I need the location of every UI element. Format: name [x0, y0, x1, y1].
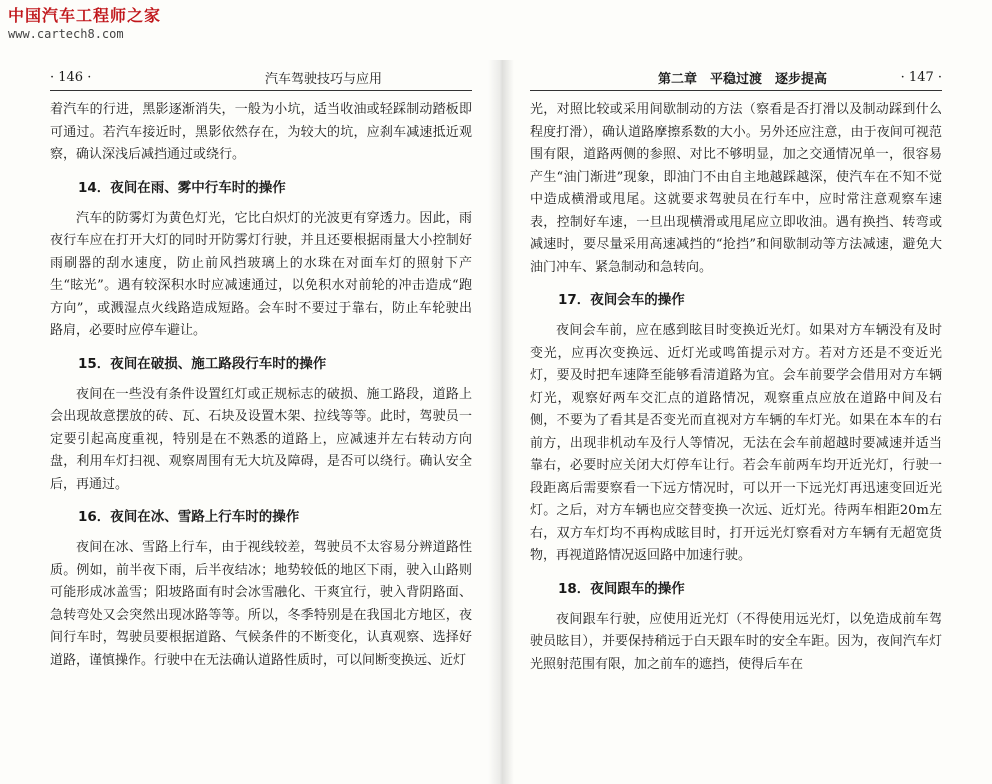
section-heading-17: 17．夜间会车的操作 [558, 292, 685, 308]
section-heading-16: 16．夜间在冰、雪路上行车时的操作 [78, 509, 300, 525]
right-page [530, 64, 942, 676]
left-page [50, 64, 472, 672]
section-body-18: 夜间跟车行驶，应使用近光灯（不得使用远光灯，以免造成前车驾驶员眩目），并要保持稍远于白天跟车时的安全车距。因为，夜间汽车灯光照射范围有限，加之前车的遮挡，使得后车在 [530, 611, 942, 672]
left-page-header [50, 64, 472, 91]
section-heading-18: 18．夜间跟车的操作 [558, 580, 685, 597]
section-heading-14: 14．夜间在雨、雾中行车时的操作 [78, 179, 286, 196]
right-page-number: · 147 · [900, 69, 942, 85]
continuation-paragraph: 光，对照比较或采用间歇制动的方法（察看是否打滑以及制动踩到什么程度打滑），确认道路摩擦系数的大小。另外还应注意，由于夜间可视范围有限，道路两侧的参照、对比不够明显，加之交通情况单一，很容易产生“油门渐进”现象，即油门不由自主地越踩越深，使汽车在不知不觉中造成横滑或甩尾。这就要求驾驶员在行车中，应时常注意观察车速表，控制好车速，一旦出现横滑或甩尾应立即收油。遇有换挡、转弯或减速时，要尽量采用高速减挡的“抢挡”和间歇制动等方法减速，避免大油门冲车、紧急制动和急转向。 [530, 102, 942, 275]
right-chapter-title: 第二章 平稳过渡 逐步提高 [658, 71, 828, 87]
right-page-content [530, 91, 942, 676]
continuation-paragraph: 着汽车的行进，黑影逐渐消失，一般为小坑，适当收油或轻踩制动踏板即可通过。若汽车接近时，黑影依然存在，为较大的坑，应刹车减速抵近观察，确认深浅后减挡通过或绕行。 [50, 102, 472, 162]
left-page-content [50, 91, 472, 672]
book-gutter [488, 60, 514, 784]
section-body-17: 夜间会车前，应在感到眩目时变换近光灯。如果对方车辆没有及时变光，应再次变换远、近灯光或鸣笛提示对方。若对方还是不变近光灯，要及时把车速降至能够看清道路为宜。会车前要学会借用对方车辆灯光，观察好两车交汇点的道路情况，观察重点应放在道路中间及右侧，不要为了看其是否变光而直视对方车辆的车灯光。如果在本车的右前方，出现非机动车及行人等情况，无法在会车前超越时要减速并适当靠右，必要时应关闭大灯停车让行。若会车前两车均开近光灯，行驶一段距离后需要察看一下远方情况时，可以开一下远光灯再迅速变回近光灯。之后，对方车辆也应交替变换一次远、近灯光。待两车相距20m左右，双方车灯均不再构成眩目时，打开远光灯察看对方车辆有无超宽货物，再视道路情况返回路中加速行驶。 [530, 323, 942, 563]
left-book-title: 汽车驾驶技巧与应用 [264, 71, 382, 87]
watermark-title: 中国汽车工程师之家 [8, 6, 162, 25]
watermark [8, 6, 161, 41]
section-heading-15: 15．夜间在破损、施工路段行车时的操作 [78, 355, 327, 372]
right-page-header [530, 64, 942, 91]
section-body-14: 汽车的防雾灯为黄色灯光，它比白炽灯的光波更有穿透力。因此，雨夜行车应在打开大灯的同时开防雾灯行驶，并且还要根据雨量大小控制好雨刷器的刮水速度，防止前风挡玻璃上的水珠在对面车灯的照射下产生“眩光”。遇有较深积水时应减速通过，以免积水对前轮的冲击造成“跑方向”，或溅湿点火线路造成短路。会车时不要过于靠右，防止车轮驶出路肩，必要时应停车避让。 [50, 210, 472, 338]
watermark-url: www.cartech8.com [8, 27, 124, 41]
section-body-15: 夜间在一些没有条件设置红灯或正规标志的破损、施工路段，道路上会出现故意摆放的砖、瓦、石块及设置木架、拉线等等。此时，驾驶员一定要引起高度重视，特别是在不熟悉的道路上，应减速并左右转动方向盘，利用车灯扫视、观察周围有无大坑及障碍，是否可以绕行。确认安全后，再通过。 [50, 386, 472, 492]
section-body-16: 夜间在冰、雪路上行车，由于视线较差，驾驶员不太容易分辨道路性质。例如，前半夜下雨，后半夜结冰；地势较低的地区下雨，驶入山路则可能形成冰盖雪；阳坡路面有时会冰雪融化、干爽宜行，驶入背阴路面、急转弯处又会突然出现冰路等等。所以，冬季特别是在我国北方地区，夜间行车时，驾驶员要根据道路、气候条件的不断变化，认真观察、选择好道路，谨慎操作。行驶中在无法确认道路性质时，可以间断变换远、近灯 [50, 540, 472, 668]
left-page-number: · 146 · [50, 69, 92, 85]
